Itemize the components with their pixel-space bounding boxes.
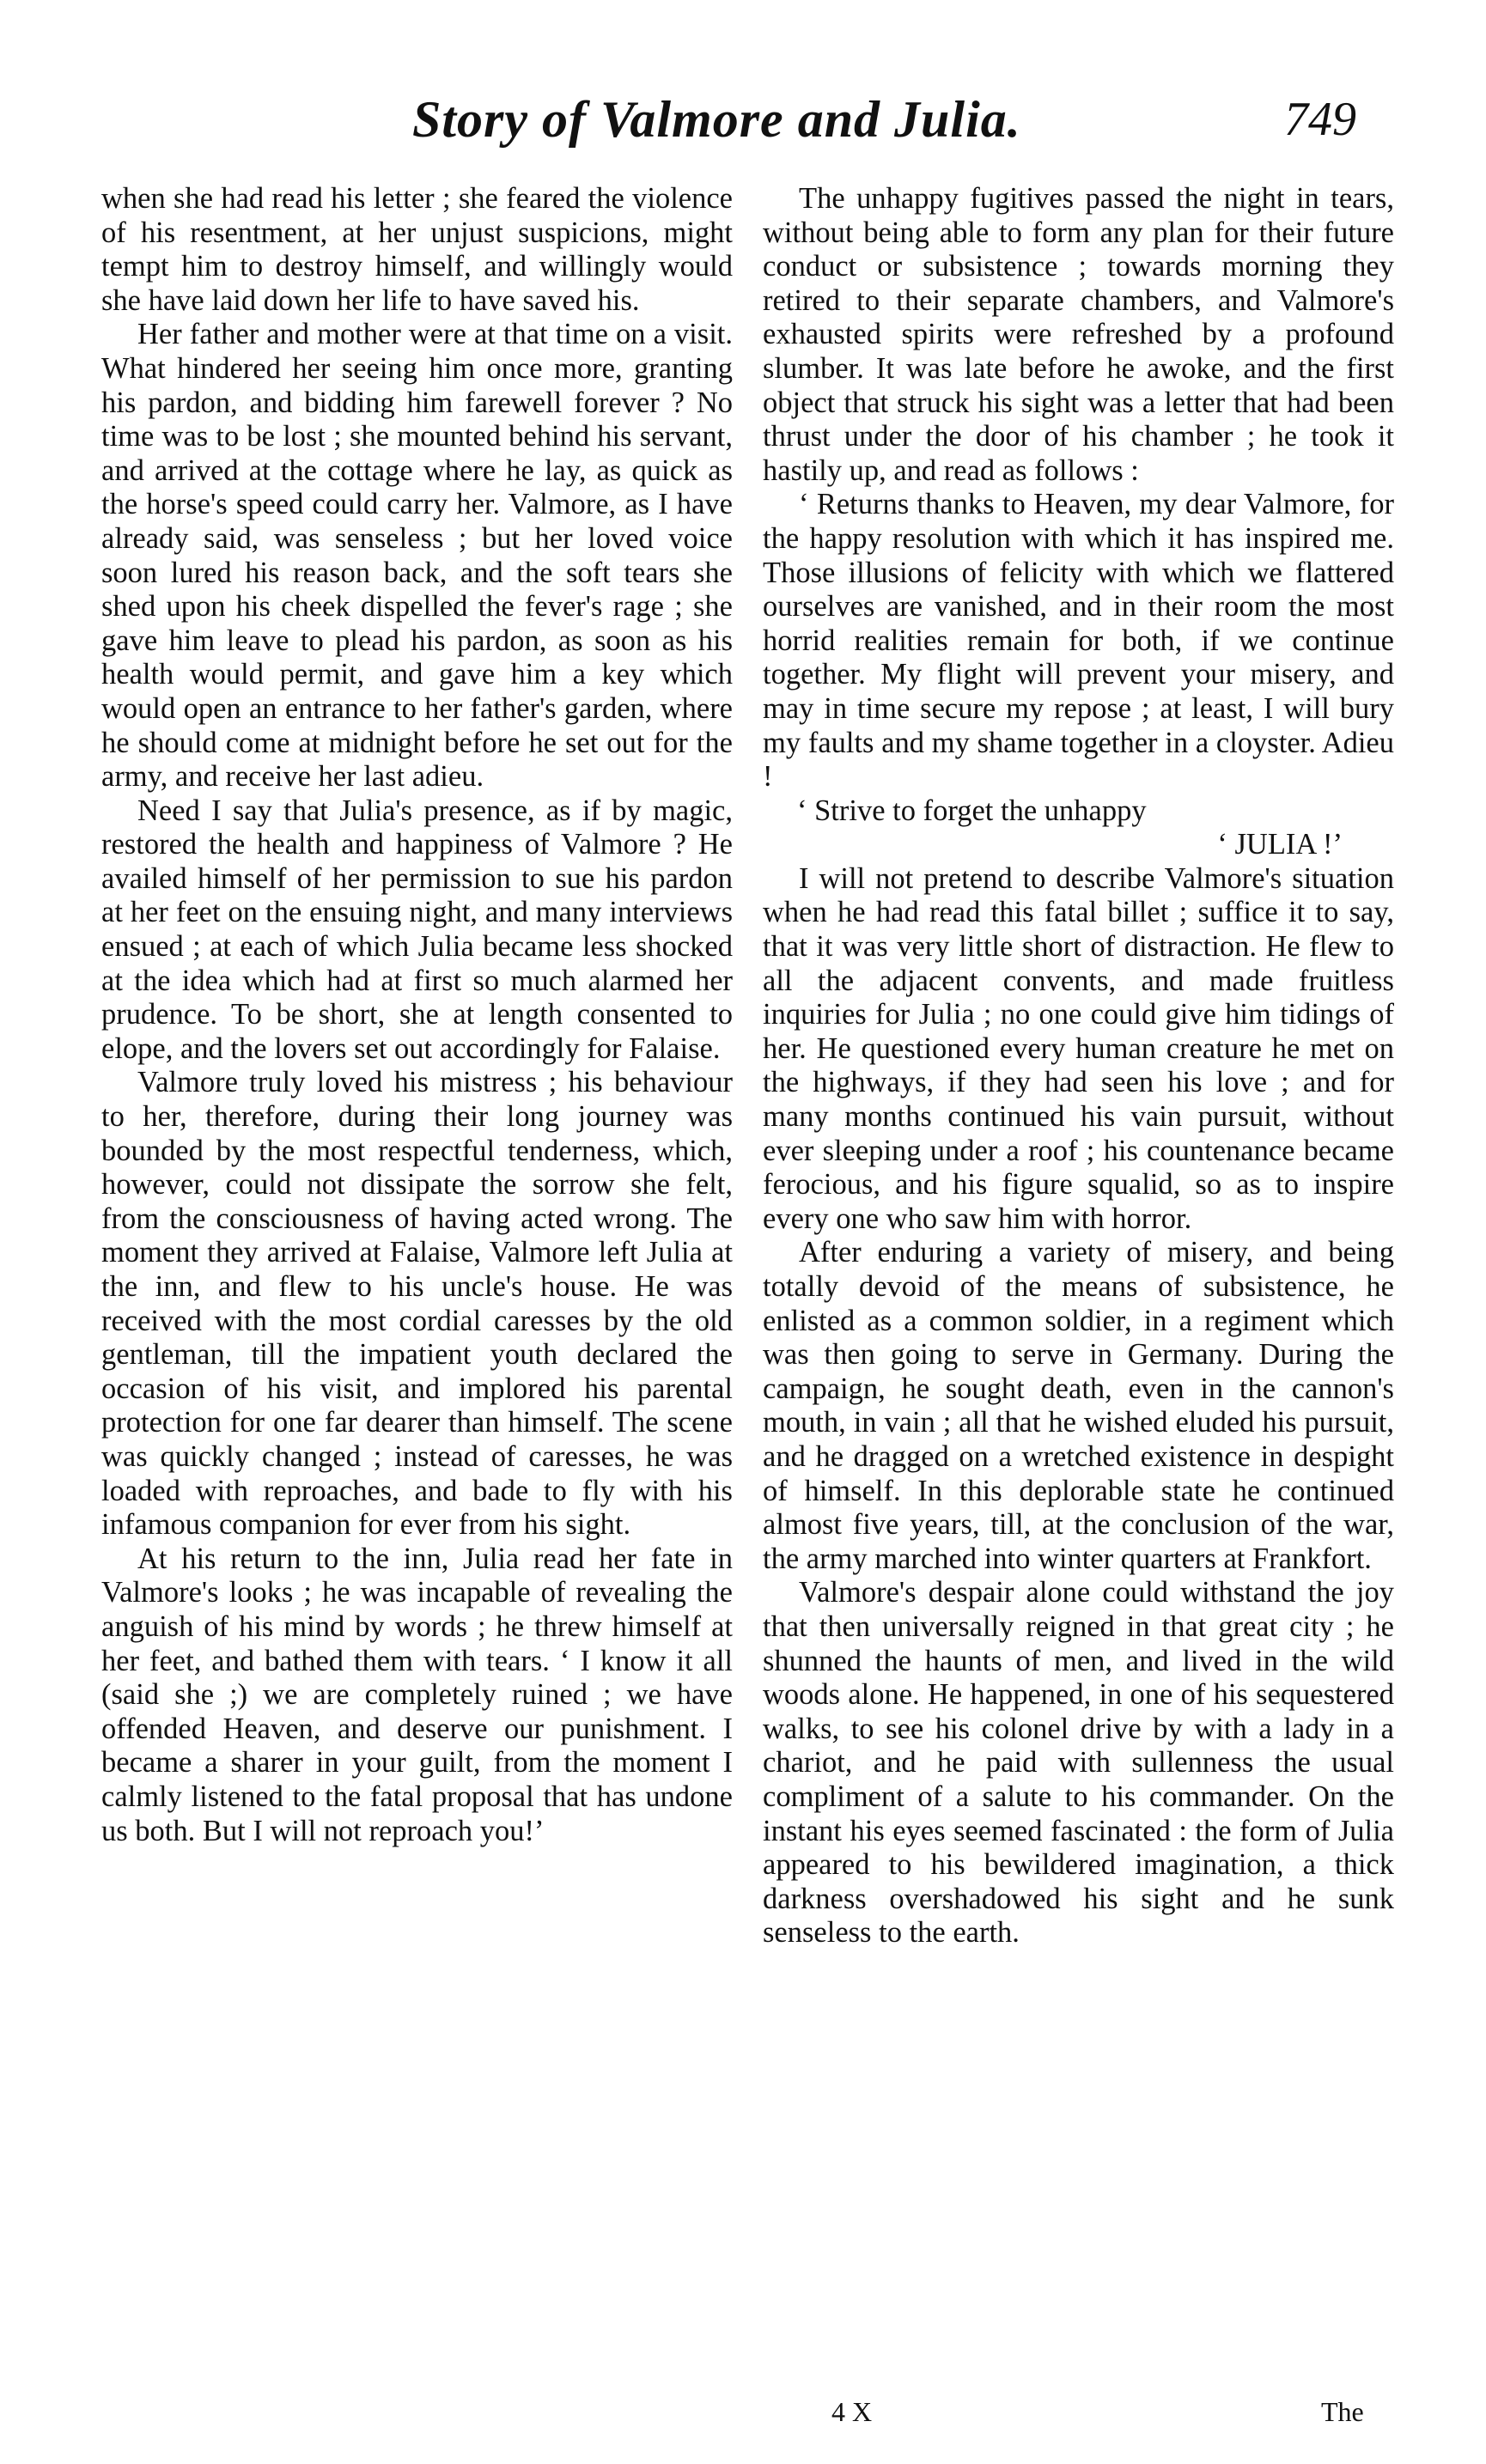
catchword: The xyxy=(1321,2396,1364,2427)
left-column xyxy=(101,182,733,1848)
letter-paragraph: ‘ Returns thanks to Heaven, my dear Valmore, for the happy resolution with which it has inspired me. Those illusions of felicity with which we flattered ourselves are vanished, and in their room the most horrid realities remain for both, if we continue together. My flight will prevent your misery, and may in time secure my repose ; at least, I will bury my faults and my shame together in a cloyster. Adieu ! xyxy=(763,488,1394,794)
paragraph: I will not pretend to describe Valmore's situation when he had read this fatal billet ; suffice it to say, that it was very little short of distraction. He flew to all the adjacent convents, and made fruitless inquiries for Julia ; no one could give him tidings of her. He questioned every human creature he met on the highways, if they had seen his love ; and for many months continued his vain pursuit, without ever sleeping under a roof ; his countenance became ferocious, and his figure squalid, so as to inspire every one who saw him with horror. xyxy=(763,861,1394,1235)
paragraph: The unhappy fugitives passed the night in tears, without being able to form any plan for their future conduct or subsistence ; towards morning they retired to their separate chambers, and Valmore's exhausted spirits were refreshed by a profound slumber. It was late before he awoke, and the first object that struck his sight was a letter that had been thrust under the door of his chamber ; he took it hastily up, and read as follows : xyxy=(763,182,1394,487)
paragraph: when she had read his letter ; she feared the violence of his resentment, at her unjust suspicions, might tempt him to destroy himself, and willingly would she have laid down her life to have saved his. xyxy=(101,182,733,317)
paragraph: Valmore's despair alone could withstand the joy that then universally reigned in that great city ; he shunned the haunts of men, and lived in the wild woods alone. He happened, in one of his sequestered walks, to see his colonel drive by with a lady in a chariot, and he paid with sullenness the usual compliment of a salute to his commander. On the instant his eyes seemed fascinated : the form of Julia appeared to his bewildered imagination, a thick darkness overshadowed his sight and he sunk senseless to the earth. xyxy=(763,1576,1394,1950)
paragraph: Her father and mother were at that time on a visit. What hindered her seeing him once more, granting his pardon, and bidding him farewell forever ? No time was to be lost ; she mounted behind his servant, and arrived at the cottage where he lay, as quick as the horse's speed could carry her. Valmore, as I have already said, was senseless ; but her loved voice soon lured his reason back, and the soft tears she shed upon his cheek dispelled the fever's rage ; she gave him leave to plead his pardon, as soon as his health would permit, and gave him a key which would open an entrance to her father's garden, where he should come at midnight before he set out for the army, and receive her last adieu. xyxy=(101,318,733,794)
letter-signature: ‘ JULIA !’ xyxy=(1217,828,1343,861)
paragraph: After enduring a variety of misery, and being totally devoid of the means of subsistence, he enlisted as a common soldier, in a regiment which was then going to serve in Germany. During the campaign, he sought death, even in the cannon's mouth, in vain ; all that he wished eluded his pursuit, and he dragged on a wretched existence in despight of himself. In this deplorable state he continued almost five years, till, at the conclusion of the war, the army marched into winter quarters at Frankfort. xyxy=(763,1236,1394,1575)
paragraph: Valmore truly loved his mistress ; his behaviour to her, therefore, during their long journey was bounded by the most respectful tenderness, which, however, could not dissipate the sorrow she felt, from the consciousness of having acted wrong. The moment they arrived at Falaise, Valmore left Julia at the inn, and flew to his uncle's house. He was received with the most cordial caresses by the old gentleman, till the impatient youth declared the occasion of his visit, and implored his parental protection for one far dearer than himself. The scene was quickly changed ; instead of caresses, he was loaded with reproaches, and bade to fly with his infamous companion for ever from his sight. xyxy=(101,1066,733,1542)
paragraph: At his return to the inn, Julia read her fate in Valmore's looks ; he was incapable of revealing the anguish of his mind by words ; he threw himself at her feet, and bathed them with tears. ‘ I know it all (said she ;) we are completely ruined ; we have offended Heaven, and deserve our punishment. I became a sharer in your guilt, from the moment I calmly listened to the fatal proposal that has undone us both. But I will not reproach you!’ xyxy=(101,1542,733,1847)
running-head xyxy=(0,90,1486,159)
signature-mark: 4 X xyxy=(831,2396,873,2427)
letter-closing: ‘ Strive to forget the unhappy xyxy=(797,794,1147,827)
paragraph: Need I say that Julia's presence, as if by magic, restored the health and happiness of Valmore ? He availed himself of her permission to sue his pardon at her feet on the ensuing night, and many interviews ensued ; at each of which Julia became less shocked at the idea which had at first so much alarmed her prudence. To be short, she at length consented to elope, and the lovers set out accordingly for Falaise. xyxy=(101,794,733,1065)
page-number: 749 xyxy=(1284,93,1356,146)
right-column xyxy=(763,182,1394,1950)
page-title: Story of Valmore and Julia. xyxy=(412,91,1021,148)
